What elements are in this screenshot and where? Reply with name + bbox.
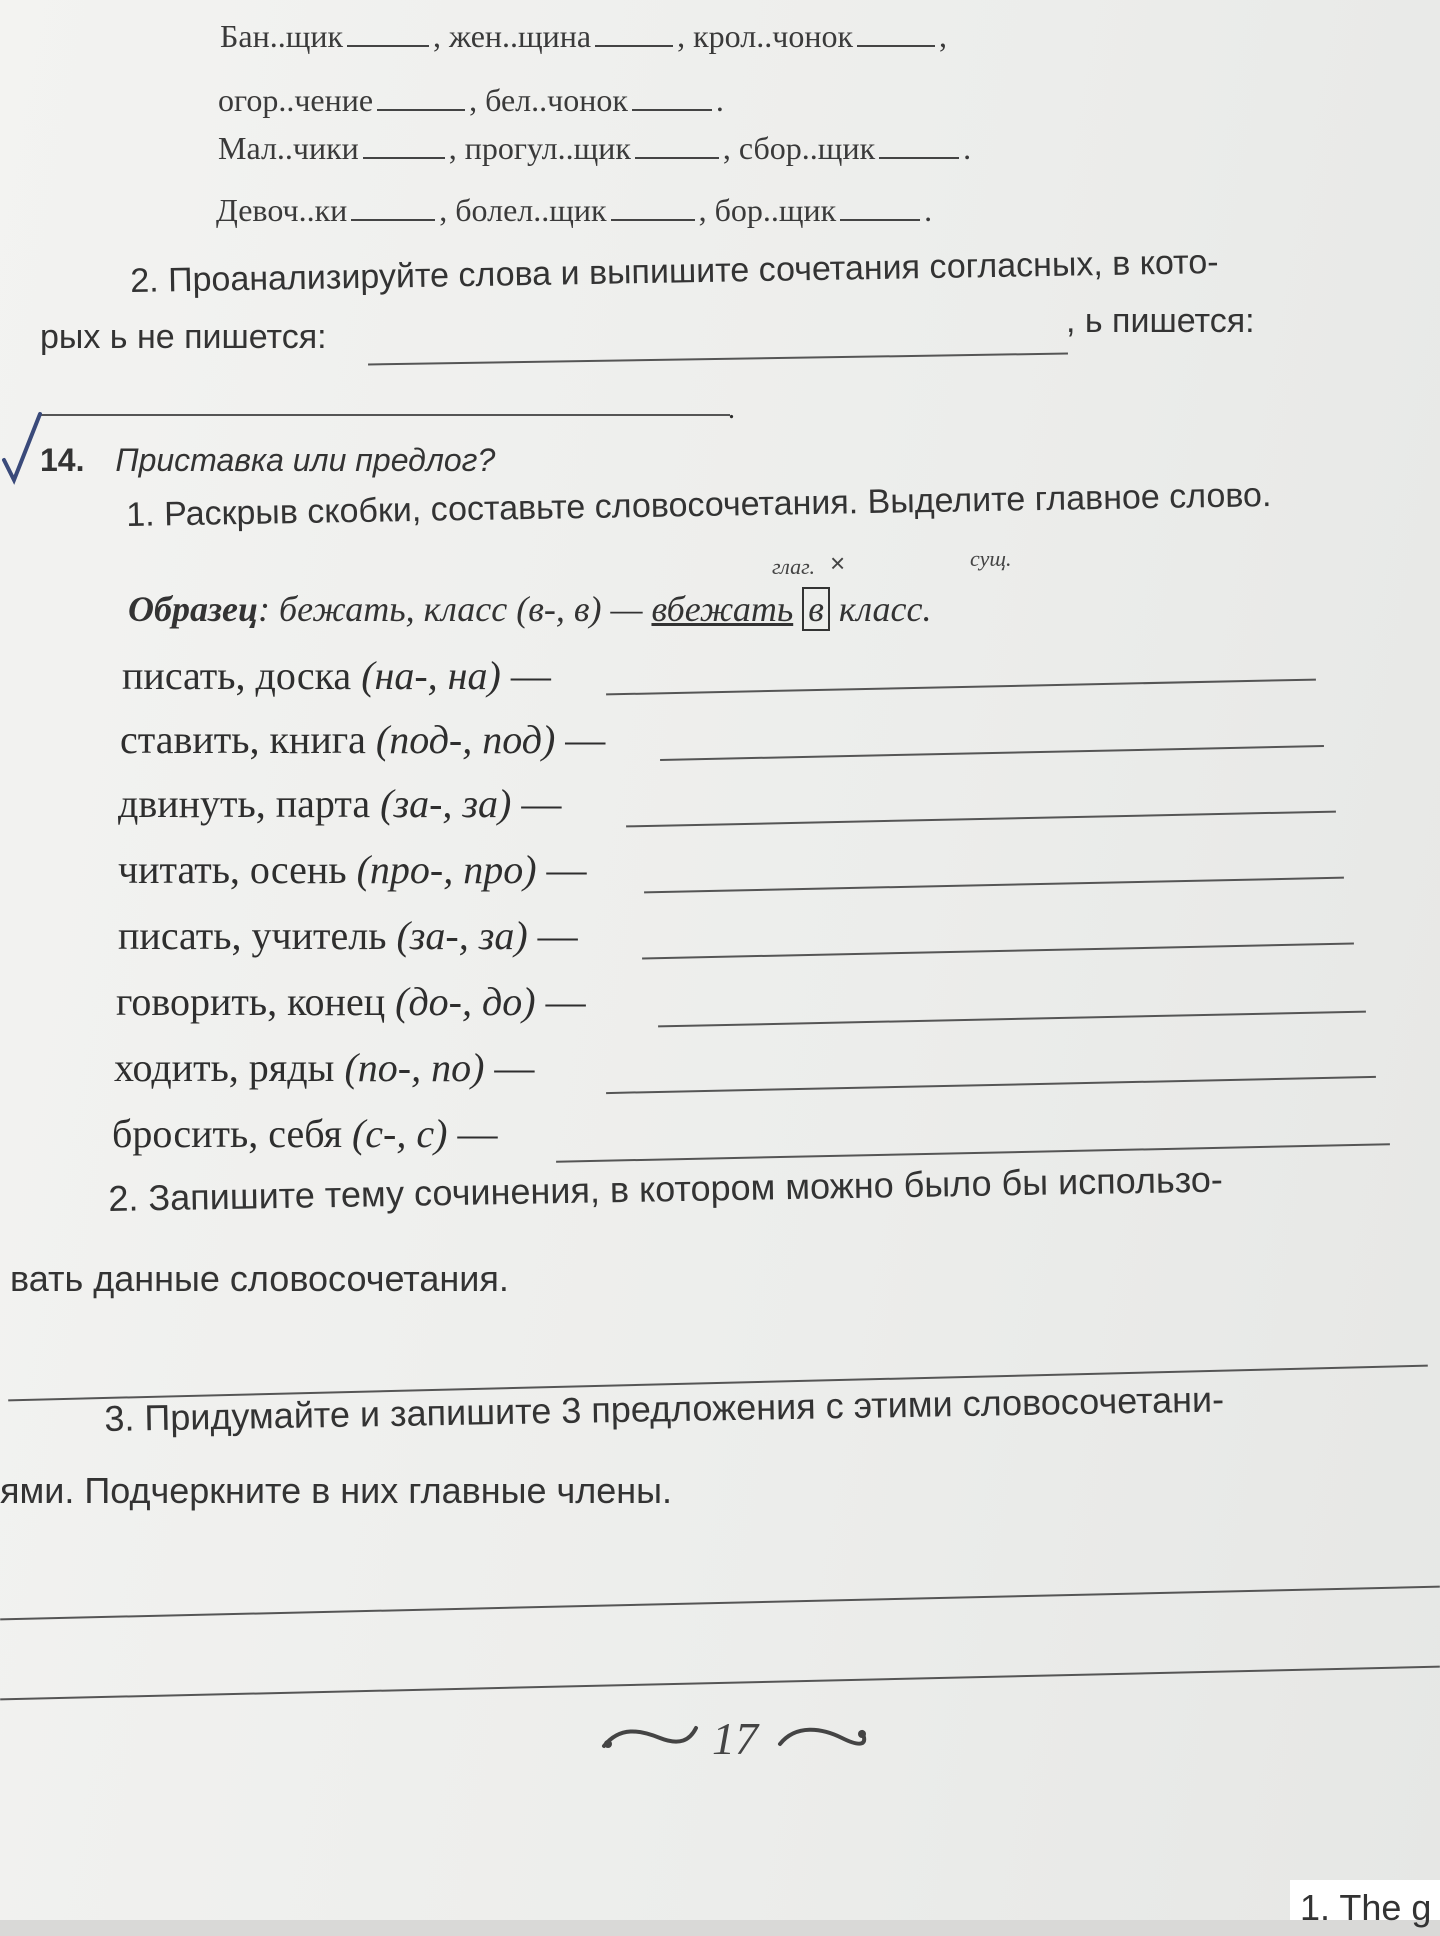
word: болел..щик <box>455 192 607 228</box>
answer-line[interactable] <box>606 679 1316 696</box>
word: бел..чонок <box>485 82 628 118</box>
exercise-row-7 <box>114 1044 534 1091</box>
note-verb: глаг. <box>772 554 815 579</box>
dash: — <box>510 653 551 698</box>
dash: — <box>521 781 562 826</box>
next-page-corner-text: 1. The g <box>1290 1880 1440 1920</box>
exercise-row-8 <box>112 1110 497 1157</box>
exercise-heading <box>40 442 495 479</box>
answer-blank[interactable] <box>377 108 465 111</box>
row-words: ставить, книга <box>120 717 366 762</box>
row-words: ходить, ряды <box>114 1045 335 1090</box>
task2-line1: 2. Запишите тему сочинения, в котором можно было бы использо- <box>108 1158 1224 1219</box>
row-hint: (по-, по) <box>344 1045 485 1090</box>
word: жен..щина <box>449 18 592 54</box>
example-label: Образец <box>128 589 259 629</box>
answer-line[interactable] <box>642 943 1354 960</box>
row-words: двинуть, парта <box>118 781 371 826</box>
task1-text: 1. Раскрыв скобки, составьте словосочетания. Выделите главное слово. <box>126 476 1272 534</box>
row-hint: (до-, до) <box>395 979 536 1024</box>
dash: — <box>546 847 587 892</box>
answer-blank[interactable] <box>840 218 920 221</box>
word-row-3: Мал..чики , прогул..щик , сбор..щик . <box>218 130 972 166</box>
task2-top-line1: 2. Проанализируйте слова и выпишите сочетания согласных, в кото- <box>130 243 1219 300</box>
answer-line[interactable] <box>626 811 1336 828</box>
answer-blank[interactable] <box>857 44 935 47</box>
task2-top-line2b: , ь пишется: <box>1066 302 1255 340</box>
cross-icon: × <box>830 548 846 578</box>
example-answer-noun: класс. <box>838 589 932 629</box>
answer-line[interactable] <box>644 877 1344 894</box>
answer-line[interactable] <box>40 414 730 416</box>
word: Девоч..ки <box>216 192 348 228</box>
answer-line[interactable] <box>0 1666 1440 1701</box>
answer-line[interactable] <box>660 745 1324 761</box>
exercise-title: Приставка или предлог? <box>115 442 496 478</box>
row-hint: (за-, за) <box>396 913 528 958</box>
row-hint: (за-, за) <box>380 781 512 826</box>
row-hint: (про-, про) <box>356 847 537 892</box>
row-hint: (под-, под) <box>375 717 556 762</box>
answer-blank[interactable] <box>351 218 435 221</box>
ornament-left-icon <box>600 1718 700 1758</box>
answer-blank[interactable] <box>635 156 719 159</box>
exercise-row-2 <box>120 716 605 763</box>
word: огор..чение <box>218 82 374 118</box>
task3-line2: ями. Подчеркните в них главные члены. <box>0 1470 673 1511</box>
exercise-number: 14. <box>40 442 85 478</box>
word: Мал..чики <box>218 130 359 166</box>
word: прогул..щик <box>464 130 631 166</box>
word-row-1: Бан..щик , жен..щина , крол..чонок , <box>220 18 947 54</box>
exercise-row-5 <box>118 912 578 959</box>
answer-blank[interactable] <box>347 44 429 47</box>
word: бор..щик <box>714 192 837 228</box>
word-row-2: огор..чение , бел..чонок . <box>218 82 724 118</box>
row-hint: (с-, с) <box>351 1111 448 1156</box>
example-line <box>128 588 932 630</box>
dash: — <box>457 1111 498 1156</box>
word: крол..чонок <box>693 18 853 54</box>
row-words: говорить, конец <box>116 979 386 1024</box>
answer-line[interactable] <box>0 1586 1440 1621</box>
exercise-row-6 <box>116 978 586 1025</box>
task2-line2: вать данные словосочетания. <box>10 1258 509 1299</box>
row-hint: (на-, на) <box>361 653 501 698</box>
example-answer-verb: вбежать <box>651 589 794 629</box>
exercise-row-1 <box>122 652 551 699</box>
task3-line1: 3. Придумайте и запишите 3 предложения с этими словосочетани- <box>104 1378 1225 1439</box>
ornament-right-icon <box>776 1718 876 1758</box>
answer-line[interactable] <box>368 353 1068 366</box>
dash: — <box>565 717 606 762</box>
word: сбор..щик <box>738 130 876 166</box>
row-words: писать, учитель <box>118 913 387 958</box>
answer-line[interactable] <box>606 1076 1376 1094</box>
answer-blank[interactable] <box>595 44 673 47</box>
dash: — <box>545 979 586 1024</box>
exercise-row-3 <box>118 780 561 827</box>
dash: — <box>537 913 578 958</box>
answer-line[interactable] <box>658 1011 1366 1028</box>
answer-blank[interactable] <box>611 218 695 221</box>
row-words: писать, доска <box>122 653 352 698</box>
answer-line[interactable] <box>556 1143 1390 1162</box>
answer-blank[interactable] <box>363 156 445 159</box>
period: . <box>728 394 735 425</box>
example-answer-prep: в <box>802 587 830 631</box>
dash: — <box>494 1045 535 1090</box>
task2-top-line2a: рых ь не пишется: <box>40 318 327 356</box>
example-words: : бежать, класс (в-, в) — <box>258 589 643 629</box>
word: Бан..щик <box>220 18 344 54</box>
row-words: читать, осень <box>118 847 347 892</box>
word-row-4: Девоч..ки , болел..щик , бор..щик . <box>216 192 933 228</box>
answer-blank[interactable] <box>879 156 959 159</box>
answer-blank[interactable] <box>632 108 712 111</box>
row-words: бросить, себя <box>112 1111 342 1156</box>
exercise-row-4 <box>118 846 587 893</box>
note-noun: сущ. <box>970 546 1012 571</box>
page-number: 17 <box>712 1713 758 1764</box>
